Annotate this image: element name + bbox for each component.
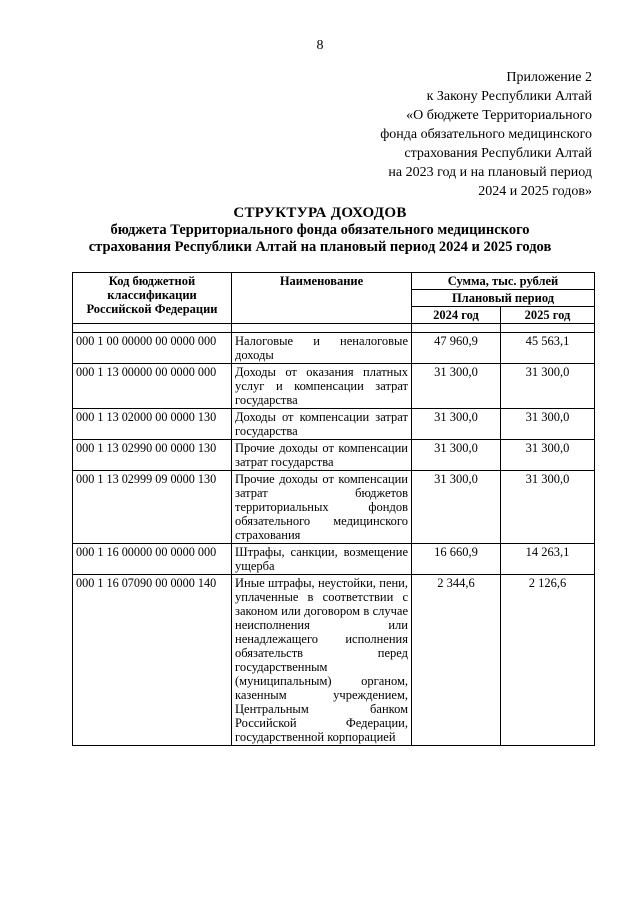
row-code: 000 1 13 00000 00 0000 000 — [73, 364, 232, 409]
title-main: СТРУКТУРА ДОХОДОВ — [233, 205, 407, 221]
row-name: Прочие доходы от компенсации затрат государства — [232, 440, 412, 471]
spacer-cell — [73, 324, 232, 333]
appendix-header — [292, 68, 592, 201]
table-row — [73, 544, 595, 575]
row-name: Иные штрафы, неустойки, пени, уплаченные в соответствии с законом или договором в случае неисполнения или ненадлежащего исполнения обязательств перед государственным (муниципальным) органом, казенным учреждением, Центральным банком Российской Федерации, государственной корпорацией — [232, 575, 412, 746]
row-value-2024: 2 344,6 — [412, 575, 501, 746]
row-name: Прочие доходы от компенсации затрат бюджетов территориальных фондов обязательного медицинского страхования — [232, 471, 412, 544]
appendix-line: фонда обязательного медицинского — [380, 127, 592, 142]
row-value-2025: 2 126,6 — [501, 575, 595, 746]
appendix-line: на 2023 год и на плановый период — [388, 165, 592, 180]
header-name: Наименование — [232, 273, 412, 324]
table-row — [73, 409, 595, 440]
row-code: 000 1 13 02999 09 0000 130 — [73, 471, 232, 544]
row-value-2024: 16 660,9 — [412, 544, 501, 575]
document-title — [0, 205, 640, 256]
spacer-row — [73, 324, 595, 333]
row-value-2024: 31 300,0 — [412, 409, 501, 440]
row-code: 000 1 16 00000 00 0000 000 — [73, 544, 232, 575]
row-code: 000 1 16 07090 00 0000 140 — [73, 575, 232, 746]
header-year-2024: 2024 год — [412, 307, 501, 324]
row-name: Доходы от оказания платных услуг и компенсации затрат государства — [232, 364, 412, 409]
row-value-2025: 31 300,0 — [501, 364, 595, 409]
header-code: Код бюджетной классификации Российской Федерации — [73, 273, 232, 324]
table-row — [73, 471, 595, 544]
table-row — [73, 364, 595, 409]
spacer-cell — [412, 324, 501, 333]
row-value-2025: 31 300,0 — [501, 440, 595, 471]
row-code: 000 1 13 02990 00 0000 130 — [73, 440, 232, 471]
title-line: бюджета Территориального фонда обязательного медицинского — [110, 222, 530, 238]
appendix-line: к Закону Республики Алтай — [426, 89, 592, 104]
row-name: Доходы от компенсации затрат государства — [232, 409, 412, 440]
table-row — [73, 440, 595, 471]
table-row — [73, 575, 595, 746]
row-value-2024: 31 300,0 — [412, 471, 501, 544]
income-structure-table — [72, 272, 595, 746]
row-name: Налоговые и неналоговые доходы — [232, 333, 412, 364]
page-number: 8 — [316, 38, 324, 53]
row-value-2024: 47 960,9 — [412, 333, 501, 364]
header-period: Плановый период — [412, 290, 595, 307]
row-value-2025: 45 563,1 — [501, 333, 595, 364]
appendix-line: 2024 и 2025 годов» — [478, 184, 592, 199]
row-code: 000 1 13 02000 00 0000 130 — [73, 409, 232, 440]
title-line: страхования Республики Алтай на плановый период 2024 и 2025 годов — [88, 239, 552, 255]
row-code: 000 1 00 00000 00 0000 000 — [73, 333, 232, 364]
row-value-2024: 31 300,0 — [412, 364, 501, 409]
row-name: Штрафы, санкции, возмещение ущерба — [232, 544, 412, 575]
header-year-2025: 2025 год — [501, 307, 595, 324]
spacer-cell — [232, 324, 412, 333]
appendix-line: Приложение 2 — [506, 70, 592, 85]
table-row — [73, 333, 595, 364]
spacer-cell — [501, 324, 595, 333]
row-value-2025: 14 263,1 — [501, 544, 595, 575]
appendix-line: «О бюджете Территориального — [406, 108, 592, 123]
row-value-2024: 31 300,0 — [412, 440, 501, 471]
row-value-2025: 31 300,0 — [501, 409, 595, 440]
row-value-2025: 31 300,0 — [501, 471, 595, 544]
header-sum: Сумма, тыс. рублей — [412, 273, 595, 290]
appendix-line: страхования Республики Алтай — [404, 146, 592, 161]
